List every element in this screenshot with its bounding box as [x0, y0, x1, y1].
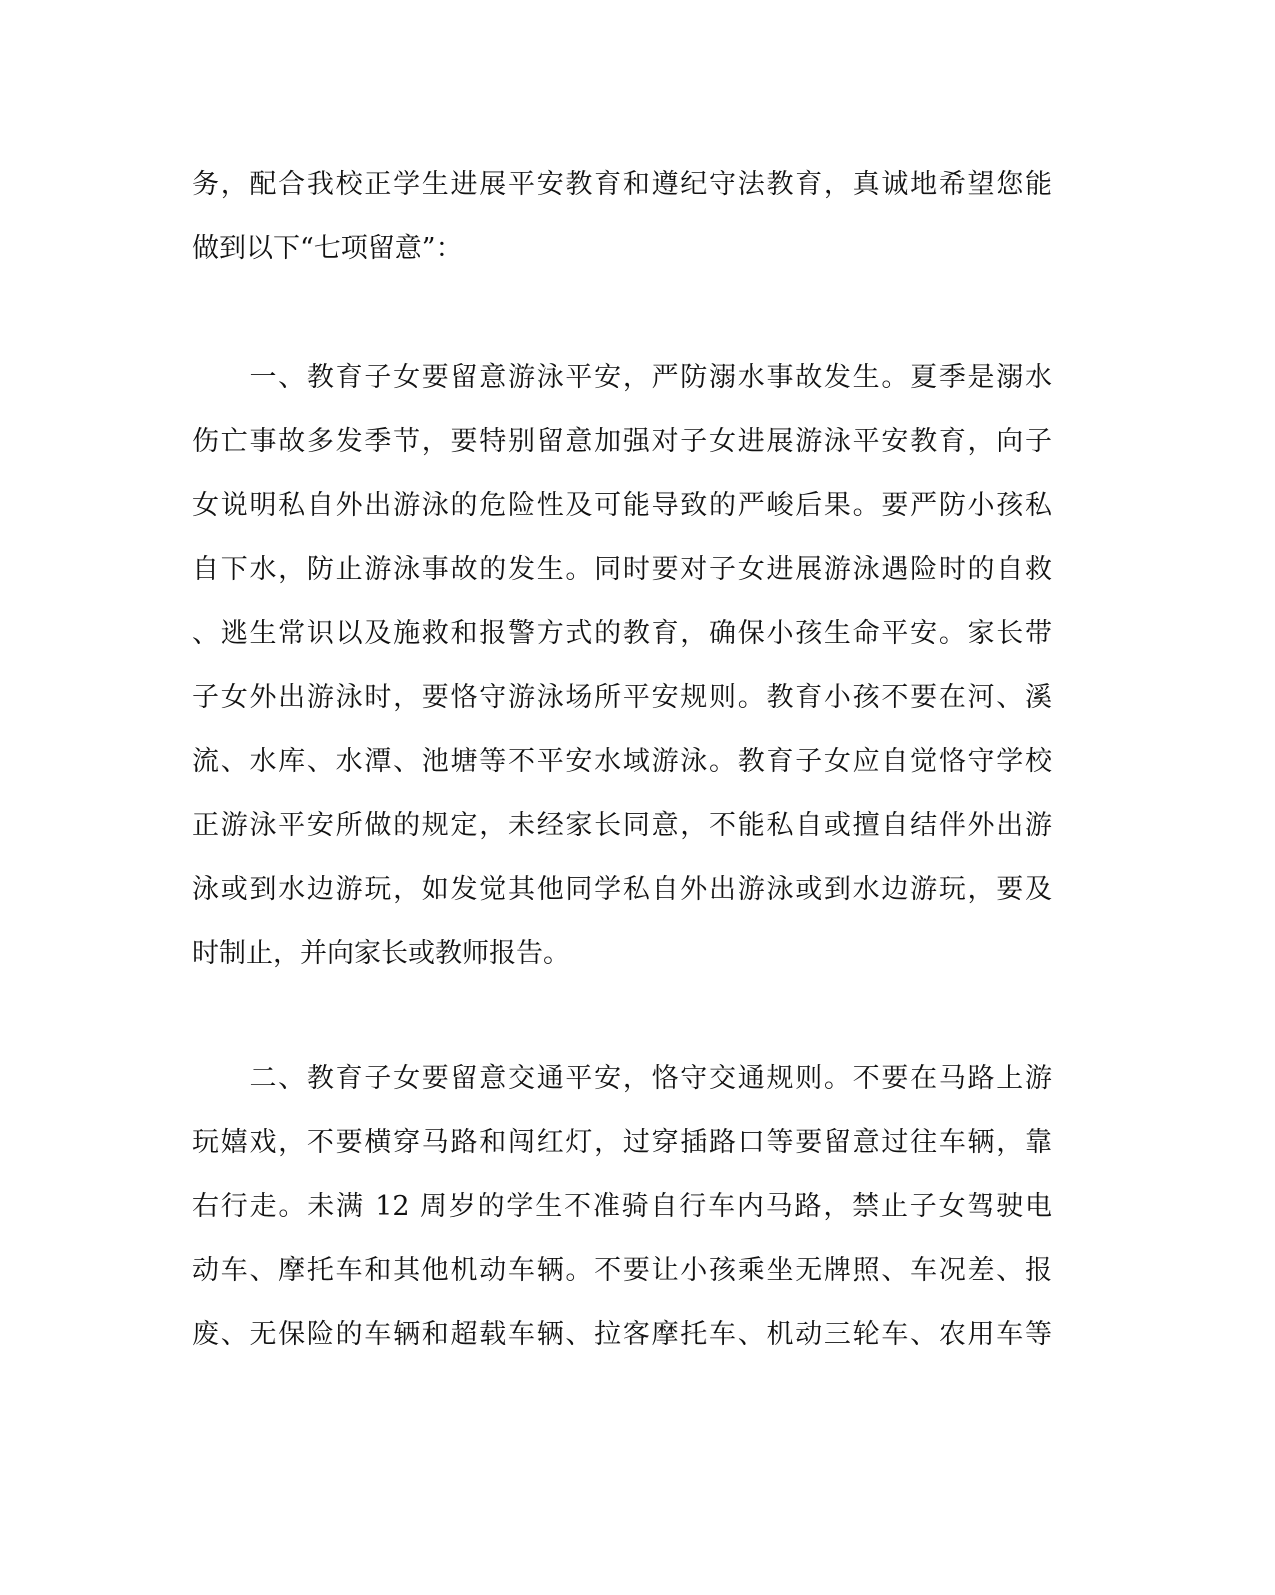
text-line: 废、无保险的车辆和超载车辆、拉客摩托车、机动三轮车、农用车等 [192, 1319, 1052, 1350]
text-line: 流、水库、水潭、池塘等不平安水域游泳。教育子女应自觉恪守学校 [192, 746, 1052, 777]
text-line: 正游泳平安所做的规定，未经家长同意，不能私自或擅自结伴外出游 [192, 810, 1052, 841]
text-line: 子女外出游泳时，要恪守游泳场所平安规则。教育小孩不要在河、溪 [192, 682, 1052, 713]
paragraph-traffic-safety [192, 1047, 1052, 1367]
paragraph-swimming-safety [192, 346, 1052, 986]
text-line: 、逃生常识以及施救和报警方式的教育，确保小孩生命平安。家长带 [192, 618, 1052, 649]
text-line: 泳或到水边游玩，如发觉其他同学私自外出游泳或到水边游玩，要及 [192, 874, 1052, 905]
text-line: 一、教育子女要留意游泳平安，严防溺水事故发生。夏季是溺水 [192, 362, 1052, 393]
text-line: 二、教育子女要留意交通平安，恪守交通规则。不要在马路上游 [192, 1063, 1052, 1094]
text-line: 玩嬉戏，不要横穿马路和闯红灯，过穿插路口等要留意过往车辆，靠 [192, 1127, 1052, 1158]
paragraph-intro [192, 153, 1052, 281]
text-line: 女说明私自外出游泳的危险性及可能导致的严峻后果。要严防小孩私 [192, 490, 1052, 521]
text-line: 自下水，防止游泳事故的发生。同时要对子女进展游泳遇险时的自救 [192, 554, 1052, 585]
text-line: 务，配合我校正学生进展平安教育和遵纪守法教育，真诚地希望您能 [192, 169, 1052, 200]
text-line: 右行走。未满 12 周岁的学生不准骑自行车内马路，禁止子女驾驶电 [192, 1191, 1052, 1222]
text-line: 动车、摩托车和其他机动车辆。不要让小孩乘坐无牌照、车况差、报 [192, 1255, 1052, 1286]
text-line: 伤亡事故多发季节，要特别留意加强对子女进展游泳平安教育，向子 [192, 426, 1052, 457]
text-line: 时制止，并向家长或教师报告。 [192, 938, 570, 969]
text-line: 做到以下“七项留意”： [192, 233, 463, 264]
